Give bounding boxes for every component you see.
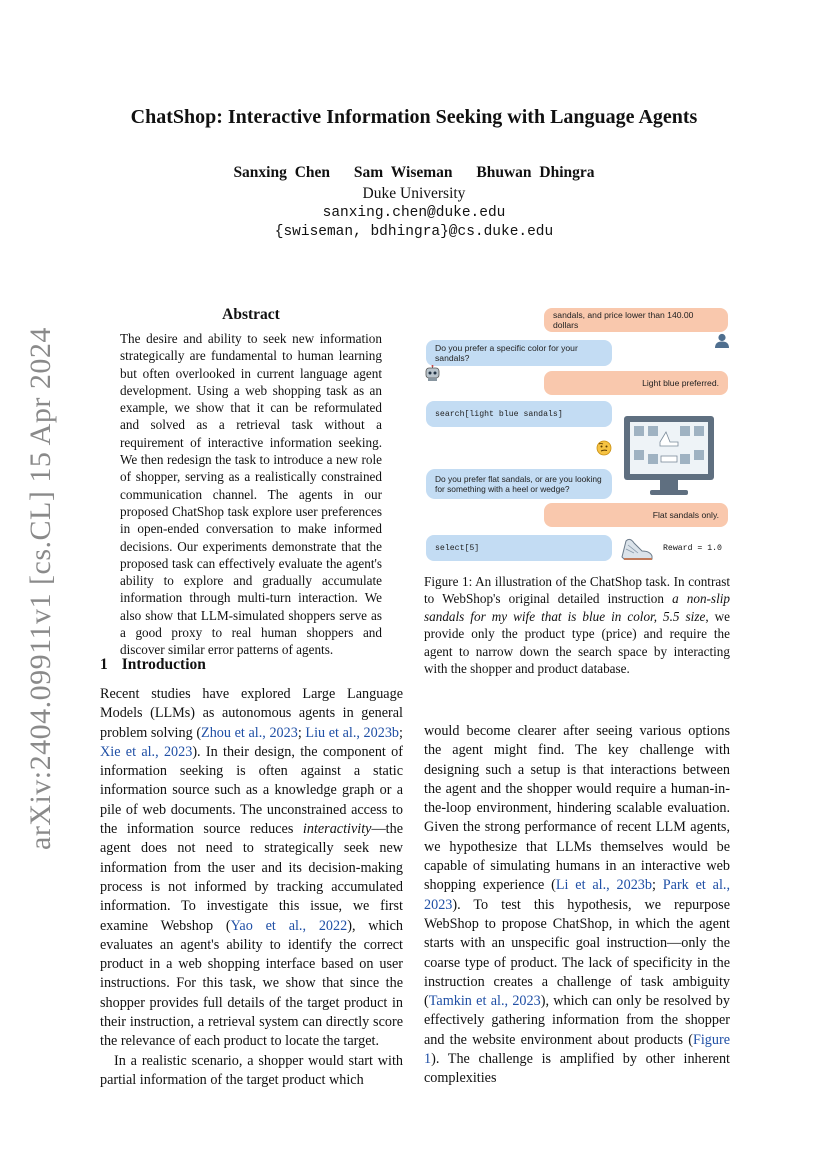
text-span: ), which evaluates an agent's ability to identify the correct product in a web shopping interface based on user instructions. For this task, we show that since the shopper provides full details of the target product in their instruction, a retrieval system can directly score the relevance of each product to locate the target. — [100, 917, 403, 1050]
figure-reference-link[interactable]: Figure 1 — [424, 1031, 730, 1068]
agent-select-action: select[5] — [426, 535, 612, 561]
citation-link[interactable]: Xie et al., 2023 — [100, 743, 193, 760]
paper-title: ChatShop: Interactive Information Seeking with Language Agents — [130, 106, 698, 128]
text-span: , we provide only the product type (price) and require the agent to narrow down the search space by interacting with the shopper and product database. — [424, 608, 730, 677]
robot-icon — [424, 365, 441, 386]
agent-message: Do you prefer a specific color for your sandals? — [426, 340, 612, 366]
intro-paragraph — [424, 722, 730, 1089]
author-email: sanxing.chen@duke.edu — [322, 205, 506, 221]
section-number: 1 — [100, 656, 108, 673]
author-name: Bhuwan Dhingra — [476, 164, 595, 181]
text-span: would become clearer after seeing various options the agent might find. The key challenge with designing such a setup is that interactions between the agent and the shopper would require a human-in-the-loop environment, hindering scalable evaluation. Given the strong performance of recent LLM agents, we hypothesize that LLMs themselves would be capable of simulating humans in an interactive web shopping experience ( — [424, 723, 730, 894]
shopper-message: Flat sandals only. — [544, 503, 728, 527]
text-span: —the agent does not need to strategically seek new information from the user and its decision-making process is not informed by tracking accumulated information. To investigate this issue, we first examine Webshop ( — [100, 821, 403, 934]
author-name: Sanxing Chen — [233, 164, 331, 181]
author-list — [0, 164, 828, 182]
text-span: ). The challenge is amplified by other inherent complexities — [424, 1051, 730, 1087]
figure-1 — [424, 306, 730, 568]
text-span: ; — [651, 877, 663, 894]
text-span: ), which can only be resolved by effectively gathering information from the shopper and the website environment about products ( — [424, 993, 730, 1048]
shoe-icon — [620, 531, 654, 566]
affiliation: Duke University — [362, 185, 466, 202]
intro-right-column — [424, 722, 730, 1089]
citation-link[interactable]: Zhou et al., 2023 — [201, 724, 298, 741]
text-span: ). To test this hypothesis, we repurpose WebShop to propose ChatShop, in which the agent starts with an unspecific goal instruction—only the coarse type of product. The lack of specificity in the instruction creates a challenge of task ambiguity ( — [424, 896, 730, 1010]
agent-search-action: search[light blue sandals] — [426, 401, 612, 427]
user-icon — [714, 333, 730, 353]
intro-paragraph: In a realistic scenario, a shopper would start with partial information of the target product which — [100, 1052, 403, 1088]
figure-caption — [424, 573, 730, 677]
arxiv-identifier: arXiv:2404.09911v1 [cs.CL] 15 Apr 2024 — [24, 327, 57, 850]
reward-label: Reward = 1.0 — [663, 544, 722, 553]
intro-paragraph — [100, 685, 403, 1052]
citation-link[interactable]: Tamkin et al., 2023 — [428, 993, 541, 1010]
shopper-message: Light blue preferred. — [544, 371, 728, 395]
text-span: Figure 1: An illustration of the ChatShop task. In contrast to WebShop's original detailed instruction — [424, 574, 730, 607]
citation-link[interactable]: Yao et al., 2022 — [230, 917, 348, 934]
text-span: ; — [297, 724, 306, 741]
shopper-message: sandals, and price lower than 140.00 dollars — [544, 308, 728, 332]
citation-link[interactable]: Li et al., 2023b — [555, 877, 652, 894]
citation-link[interactable]: Liu et al., 2023b — [305, 724, 400, 741]
emphasis-text: a non-slip sandals for my wife that is blue in color, 5.5 size — [424, 591, 730, 624]
emphasis-text: interactivity — [302, 821, 372, 838]
section-title: Introduction — [121, 656, 206, 673]
author-name: Sam Wiseman — [353, 164, 453, 181]
text-span: ). In their design, the component of information seeking is often against a static information source such as a knowledge graph or a pile of web documents. The unconstrained access to the information source reduces — [100, 743, 403, 838]
abstract-text: The desire and ability to seek new information strategically are fundamental to human learning but often overlooked in current language agent development. Using a web shopping task as an example, we show that it can be reformulated and solved as a retrieval task without a requirement of interactive information seeking. We then redesign the task to introduce a new role of shopper, serving as a realistically constrained communication channel. The agents in our proposed ChatShop task explore user preferences in open-ended conversation to make informed decisions. Our experiments demonstrate that the proposed task can effectively evaluate the agent's ability to explore and gradually accumulate information through multi-turn interaction. We also show that LLM-simulated shoppers serve as a good proxy to real human shoppers and discover similar error patterns of agents. — [120, 331, 382, 658]
text-span: ; — [399, 724, 403, 741]
intro-left-column — [100, 685, 403, 1090]
section-heading — [100, 656, 206, 674]
abstract-heading: Abstract — [222, 306, 280, 323]
agent-message: Do you prefer flat sandals, or are you looking for something with a heel or wedge? — [426, 469, 612, 499]
citation-link[interactable]: Park et al., 2023 — [424, 877, 730, 913]
thinking-face-icon — [596, 440, 612, 461]
text-span: Recent studies have explored Large Language Models (LLMs) as autonomous agents in general problem solving ( — [100, 686, 403, 741]
author-email: {swiseman, bdhingra}@cs.duke.edu — [274, 224, 554, 240]
monitor-icon — [622, 414, 716, 503]
